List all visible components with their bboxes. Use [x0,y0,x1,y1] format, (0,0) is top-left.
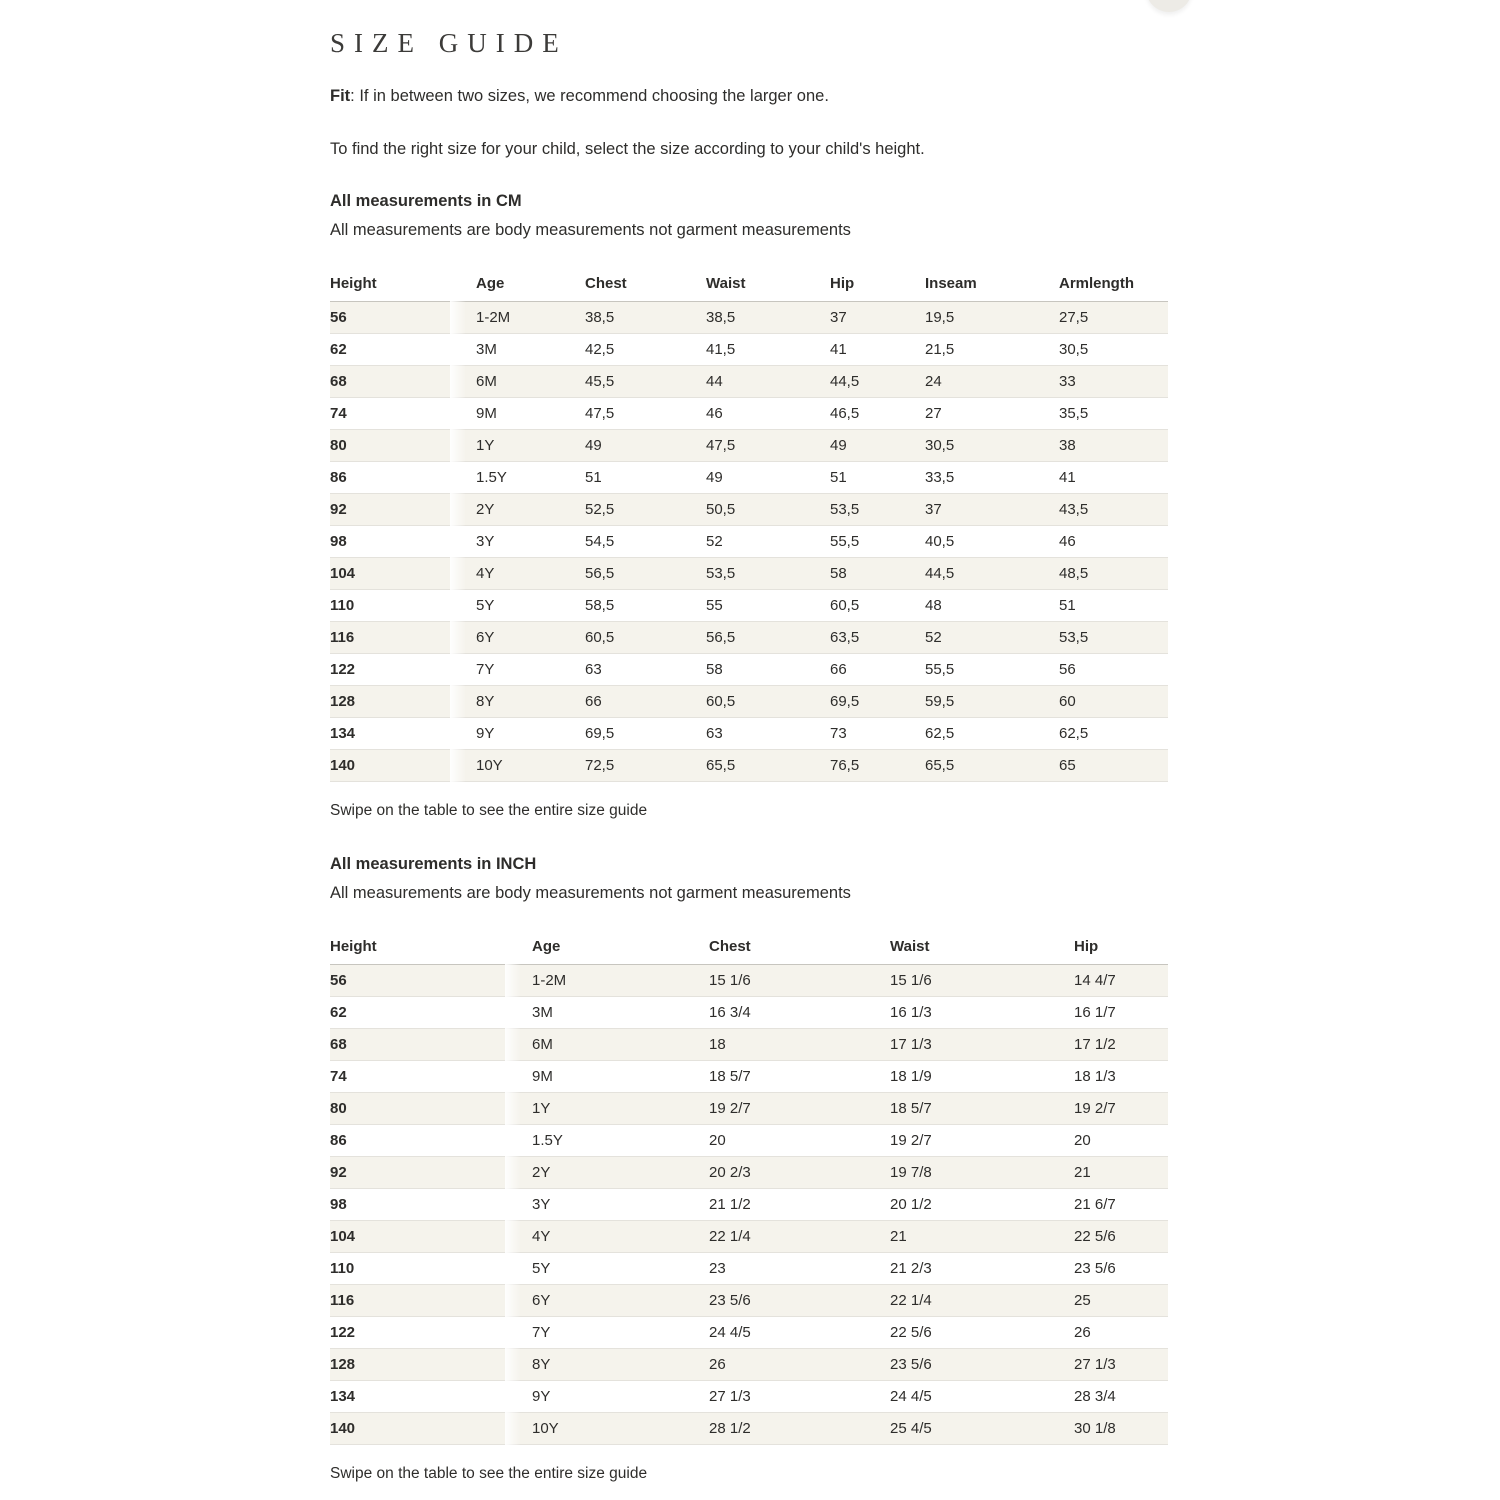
table-cell: 6Y [476,622,585,654]
height-cell: 80 [330,1093,532,1125]
table-row [330,1189,1168,1221]
table-row [330,1285,1168,1317]
table-row [330,1253,1168,1285]
height-cell: 104 [330,1221,532,1253]
table-row [330,558,1168,590]
table-cell: 69,5 [830,686,925,718]
table-cell: 69,5 [585,718,706,750]
table-cell: 7Y [476,654,585,686]
table-cell: 2Y [532,1157,709,1189]
table-cell: 19 2/7 [1074,1093,1168,1125]
table-cell: 16 3/4 [709,997,890,1029]
table-cell: 3M [476,334,585,366]
table-cell: 59,5 [925,686,1059,718]
table-cell: 22 5/6 [1074,1221,1168,1253]
table-cell: 5Y [476,590,585,622]
table-cell: 65,5 [706,750,830,782]
height-cell: 104 [330,558,476,590]
height-cell: 68 [330,366,476,398]
table-row [330,334,1168,366]
table-cell: 58 [830,558,925,590]
column-header: Waist [890,933,1074,965]
table-row [330,366,1168,398]
table-row [330,750,1168,782]
table-cell: 48 [925,590,1059,622]
table-cell: 40,5 [925,526,1059,558]
height-cell: 128 [330,1349,532,1381]
table-row [330,526,1168,558]
cm-section-heading: All measurements in CM [330,192,522,211]
height-cell: 134 [330,1381,532,1413]
table-row [330,622,1168,654]
table-cell: 8Y [532,1349,709,1381]
height-cell: 110 [330,1253,532,1285]
table-cell: 18 5/7 [890,1093,1074,1125]
table-cell: 9M [476,398,585,430]
height-cell: 116 [330,622,476,654]
height-cell: 80 [330,430,476,462]
table-cell: 51 [830,462,925,494]
table-cell: 22 1/4 [709,1221,890,1253]
table-cell: 9Y [476,718,585,750]
table-cell: 6M [476,366,585,398]
table-row [330,462,1168,494]
height-cell: 68 [330,1029,532,1061]
table-cell: 60,5 [706,686,830,718]
table-cell: 20 2/3 [709,1157,890,1189]
table-cell: 56,5 [585,558,706,590]
table-cell: 26 [1074,1317,1168,1349]
table-row [330,302,1168,334]
table-row [330,965,1168,997]
height-cell: 98 [330,1189,532,1221]
table-row [330,1157,1168,1189]
table-cell: 60,5 [830,590,925,622]
table-cell: 17 1/3 [890,1029,1074,1061]
height-cell: 140 [330,750,476,782]
table-cell: 10Y [476,750,585,782]
table-cell: 63 [706,718,830,750]
table-cell: 46 [1059,526,1168,558]
table-cell: 23 5/6 [1074,1253,1168,1285]
table-cell: 46 [706,398,830,430]
table-cell: 33,5 [925,462,1059,494]
table-header-row [330,933,1168,965]
table-cell: 41,5 [706,334,830,366]
table-cell: 1-2M [532,965,709,997]
table-cell: 49 [585,430,706,462]
column-header: Chest [709,933,890,965]
intro-text: To find the right size for your child, select the size according to your child's height. [330,139,925,158]
table-cell: 65,5 [925,750,1059,782]
table-cell: 44 [706,366,830,398]
table-cell: 63 [585,654,706,686]
column-header: Inseam [925,270,1059,302]
table-cell: 60,5 [585,622,706,654]
table-cell: 35,5 [1059,398,1168,430]
table-cell: 1.5Y [476,462,585,494]
height-cell: 140 [330,1413,532,1445]
table-cell: 56 [1059,654,1168,686]
table-cell: 1-2M [476,302,585,334]
table-row [330,494,1168,526]
table-cell: 56,5 [706,622,830,654]
height-cell: 122 [330,1317,532,1349]
table-cell: 55,5 [925,654,1059,686]
table-cell: 26 [709,1349,890,1381]
table-cell: 23 5/6 [709,1285,890,1317]
column-header: Waist [706,270,830,302]
height-cell: 74 [330,1061,532,1093]
table-cell: 46,5 [830,398,925,430]
table-cell: 48,5 [1059,558,1168,590]
table-row [330,1061,1168,1093]
table-cell: 21,5 [925,334,1059,366]
table-cell: 44,5 [830,366,925,398]
table-cell: 4Y [532,1221,709,1253]
table-cell: 58 [706,654,830,686]
column-header: Age [532,933,709,965]
table-row [330,1093,1168,1125]
table-cell: 27 [925,398,1059,430]
table-cell: 18 [709,1029,890,1061]
table-cell: 3M [532,997,709,1029]
table-cell: 58,5 [585,590,706,622]
table-cell: 49 [830,430,925,462]
table-cell: 37 [830,302,925,334]
table-cell: 73 [830,718,925,750]
table-cell: 14 4/7 [1074,965,1168,997]
table-cell: 52,5 [585,494,706,526]
table-cell: 24 [925,366,1059,398]
height-cell: 92 [330,1157,532,1189]
table-cell: 41 [830,334,925,366]
table-cell: 18 1/9 [890,1061,1074,1093]
cm-section-subheading: All measurements are body measurements not garment measurements [330,220,851,239]
column-header: Armlength [1059,270,1168,302]
table-cell: 6M [532,1029,709,1061]
table-cell: 28 3/4 [1074,1381,1168,1413]
table-cell: 41 [1059,462,1168,494]
column-header: Hip [1074,933,1168,965]
inch-section-subheading: All measurements are body measurements not garment measurements [330,883,851,902]
table-cell: 62,5 [1059,718,1168,750]
table-cell: 15 1/6 [890,965,1074,997]
table-cell: 2Y [476,494,585,526]
table-row [330,654,1168,686]
table-cell: 27 1/3 [709,1381,890,1413]
table-cell: 1.5Y [532,1125,709,1157]
height-cell: 92 [330,494,476,526]
table-cell: 66 [585,686,706,718]
height-cell: 122 [330,654,476,686]
table-cell: 55,5 [830,526,925,558]
table-cell: 50,5 [706,494,830,526]
fit-text: : If in between two sizes, we recommend choosing the larger one. [350,87,829,106]
table-cell: 60 [1059,686,1168,718]
table-row [330,1317,1168,1349]
table-row [330,1413,1168,1445]
table-header-row [330,270,1168,302]
table-row [330,997,1168,1029]
height-cell: 128 [330,686,476,718]
table-cell: 30,5 [1059,334,1168,366]
table-cell: 20 [1074,1125,1168,1157]
table-cell: 51 [585,462,706,494]
height-cell: 110 [330,590,476,622]
table-cell: 43,5 [1059,494,1168,526]
table-cell: 8Y [476,686,585,718]
table-cell: 3Y [532,1189,709,1221]
table-cell: 38,5 [585,302,706,334]
table-cell: 72,5 [585,750,706,782]
cm-swipe-note: Swipe on the table to see the entire size guide [330,802,648,820]
table-cell: 42,5 [585,334,706,366]
table-cell: 16 1/3 [890,997,1074,1029]
fit-label: Fit [330,87,351,106]
column-header: Hip [830,270,925,302]
table-cell: 28 1/2 [709,1413,890,1445]
table-cell: 52 [706,526,830,558]
table-cell: 20 [709,1125,890,1157]
cm-size-table [330,270,1168,782]
table-cell: 33 [1059,366,1168,398]
table-cell: 27 1/3 [1074,1349,1168,1381]
table-cell: 23 5/6 [890,1349,1074,1381]
table-cell: 19 2/7 [890,1125,1074,1157]
height-cell: 116 [330,1285,532,1317]
table-cell: 66 [830,654,925,686]
table-cell: 47,5 [585,398,706,430]
column-header: Height [330,933,532,965]
table-cell: 1Y [532,1093,709,1125]
table-cell: 18 1/3 [1074,1061,1168,1093]
table-cell: 10Y [532,1413,709,1445]
table-row [330,1221,1168,1253]
table-cell: 49 [706,462,830,494]
table-cell: 45,5 [585,366,706,398]
table-row [330,1381,1168,1413]
page-title: SIZE GUIDE [330,28,568,58]
inch-size-table [330,933,1168,1445]
table-cell: 21 1/2 [709,1189,890,1221]
height-cell: 86 [330,1125,532,1157]
cm-size-table-scroll-area[interactable] [330,270,1168,782]
table-cell: 25 [1074,1285,1168,1317]
size-guide-panel [330,0,1168,1484]
table-cell: 24 4/5 [890,1381,1074,1413]
table-row [330,430,1168,462]
column-header: Chest [585,270,706,302]
table-cell: 21 6/7 [1074,1189,1168,1221]
height-cell: 62 [330,997,532,1029]
table-cell: 76,5 [830,750,925,782]
table-cell: 47,5 [706,430,830,462]
table-cell: 52 [925,622,1059,654]
table-row [330,1125,1168,1157]
table-cell: 30,5 [925,430,1059,462]
table-cell: 23 [709,1253,890,1285]
table-cell: 9M [532,1061,709,1093]
table-cell: 65 [1059,750,1168,782]
table-row [330,718,1168,750]
table-row [330,1029,1168,1061]
height-cell: 134 [330,718,476,750]
table-cell: 3Y [476,526,585,558]
fit-note [330,86,1168,107]
height-cell: 56 [330,965,532,997]
table-cell: 21 2/3 [890,1253,1074,1285]
table-cell: 4Y [476,558,585,590]
height-cell: 74 [330,398,476,430]
table-cell: 54,5 [585,526,706,558]
table-cell: 1Y [476,430,585,462]
table-cell: 21 [1074,1157,1168,1189]
height-cell: 56 [330,302,476,334]
table-cell: 17 1/2 [1074,1029,1168,1061]
table-cell: 24 4/5 [709,1317,890,1349]
table-cell: 19 2/7 [709,1093,890,1125]
table-cell: 53,5 [830,494,925,526]
table-cell: 7Y [532,1317,709,1349]
table-cell: 6Y [532,1285,709,1317]
table-cell: 21 [890,1221,1074,1253]
table-cell: 22 1/4 [890,1285,1074,1317]
table-row [330,686,1168,718]
table-cell: 62,5 [925,718,1059,750]
table-cell: 15 1/6 [709,965,890,997]
table-cell: 19 7/8 [890,1157,1074,1189]
table-cell: 51 [1059,590,1168,622]
table-cell: 44,5 [925,558,1059,590]
table-row [330,398,1168,430]
table-cell: 38 [1059,430,1168,462]
height-cell: 86 [330,462,476,494]
table-cell: 16 1/7 [1074,997,1168,1029]
inch-section-heading: All measurements in INCH [330,855,537,874]
table-cell: 27,5 [1059,302,1168,334]
table-cell: 19,5 [925,302,1059,334]
table-cell: 5Y [532,1253,709,1285]
inch-size-table-scroll-area[interactable] [330,933,1168,1445]
table-cell: 38,5 [706,302,830,334]
column-header: Age [476,270,585,302]
table-cell: 63,5 [830,622,925,654]
table-row [330,1349,1168,1381]
table-cell: 30 1/8 [1074,1413,1168,1445]
height-cell: 98 [330,526,476,558]
table-row [330,590,1168,622]
table-cell: 25 4/5 [890,1413,1074,1445]
table-cell: 20 1/2 [890,1189,1074,1221]
column-header: Height [330,270,476,302]
table-cell: 53,5 [1059,622,1168,654]
table-cell: 18 5/7 [709,1061,890,1093]
table-cell: 53,5 [706,558,830,590]
table-cell: 37 [925,494,1059,526]
table-cell: 55 [706,590,830,622]
table-cell: 9Y [532,1381,709,1413]
table-cell: 22 5/6 [890,1317,1074,1349]
inch-swipe-note: Swipe on the table to see the entire size guide [330,1465,648,1483]
height-cell: 62 [330,334,476,366]
